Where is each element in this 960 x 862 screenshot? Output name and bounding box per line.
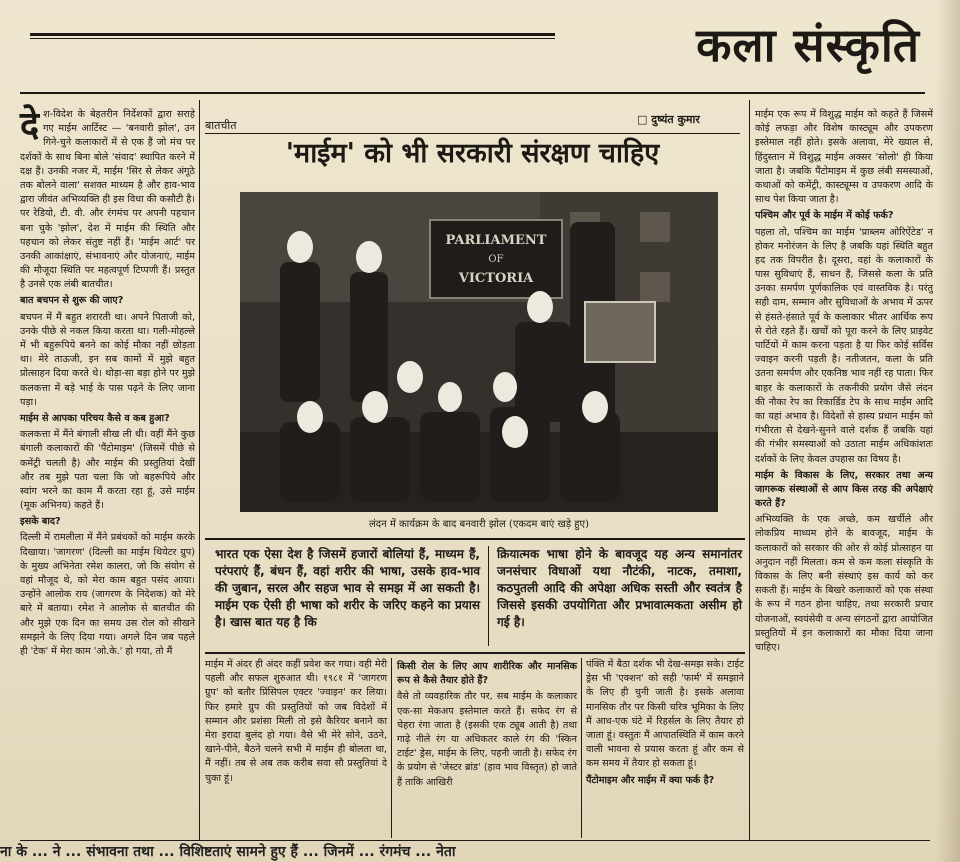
sign-line-1: PARLIAMENT: [445, 233, 547, 248]
top-rule: [30, 33, 555, 36]
section-title: कला संस्कृति: [696, 18, 920, 72]
column-divider-3: [581, 658, 582, 838]
column-3-question: किसी रोल के लिए आप शारीरिक और मानसिक रूप से कैसे तैयार होते हैं?: [397, 661, 577, 687]
headline: 'माईम' को भी सरकारी संरक्षण चाहिए: [285, 138, 660, 169]
column-5-answer-2: पहला तो, पश्चिम का माईम 'प्राब्लम ओरिऐंटेड' न होकर मनोरंजन के लिए है जबकि यहां स्थिति बहुत हद तक विपरीत है। दूसरा, वहां के कलाकारों के पास सुविधाएं हैं, साधन हैं, जिससे कला के प्रति उनका समर्पण पूर्णकालिक एवं वास्तविक है। परंतु सही दाम, सम्मान और सुविधाओं के अभाव में ऊपर से हंसते-हंसाते पूर्व के कलाकार भीतर आर्थिक रूप से रोते रहते हैं। खर्चों को पूरा करने के लिए प्राइवेट पार्टियों में काम करना पड़ता है या फिर कोई सर्विस ज्वाइन करनी पड़ती है। नतीजतन, कला के प्रति उतना समर्पण और एकनिष्ठ भाव नहीं रह पाता। फिर बाहर के कलाकारों के तकनीकी प्रयोग जैसे लंदन की नौका रेप का रिकार्डिड टेप के साथ माईम आदि का यहां अभाव है। विदेशों से हास्य प्रधान माईम को गंभीरता से देखने-सुनने वाले दर्शक हैं जबकि यहां की गंभीर समस्याओं को उठाता माईम अधिकांशतः दर्शकों के लिए केवल उपहास का विषय है।: [755, 226, 933, 465]
title-underline: [20, 92, 925, 94]
question-3: इसके बाद?: [20, 516, 61, 528]
article-photo: [240, 192, 718, 512]
column-divider-1: [199, 100, 200, 840]
question-1: बात बचपन से शुरू की जाए?: [20, 295, 124, 307]
photo-illustration: [240, 192, 718, 512]
column-5-answer-3: अभिव्यक्ति के एक अच्छे, कम खर्चीले और लोकप्रिय माध्यम होने के बावजूद, माईम के कलाकारों को सरकार की ओर से कोई प्रोत्साहन या अनुदान नहीं मिलता। कम से कम कला संस्कृति के विकास के लिए बनी संस्थाएं इस कार्य को कर सकती हैं। माईम के बिखरे कलाकारों को एक संस्था के रूप में गठन होना चाहिए, तथा सरकारी प्रचार योजनाओं, स्वयंसेवी व अन्य संगठनों द्वारा आयोजित प्रस्तुतियों में इन कलाकारों का मौका दिया जाना चाहिए।: [755, 514, 933, 653]
top-rule-thin: [30, 38, 555, 39]
bottom-rule: [20, 840, 930, 841]
column-5: [755, 108, 933, 657]
pullquote-right: क्रियात्मक भाषा होने के बावजूद यह अन्य समानांतर जनसंचार विधाओं यथा नौटंकी, नाटक, तमाशा, कठपुतली आदि की अपेक्षा अधिक सस्ती और स्वतंत्र है जिससे इसकी उपयोगिता और प्रभावात्मकता असीम हो गई है।: [497, 547, 742, 630]
pullquote-top-rule: [205, 538, 745, 540]
next-article-strip: ना के ... ने ... संभावना तथा ... विशिष्टताएं सामने हुए हैं ... जिनमें ... रंगमंच ... नेता: [0, 844, 456, 860]
column-5-question-2: माईम के विकास के लिए, सरकार तथा अन्य जागरूक संस्थाओं से आप किस तरह की अपेक्षाएं करते हैं?: [755, 469, 933, 510]
pullquote-left: भारत एक ऐसा देश है जिसमें हजारों बोलियां हैं, माध्यम हैं, परंपराएं हैं, बंधन हैं, वहां शरीर की भाषा, उसके हाव-भाव की जुबान, सरल और सहज भाव से समझ में आ सकती है। माईम एक ऐसी ही भाषा को शरीर के जरिए कहने का प्रयास है। खास बात यह है कि: [215, 547, 480, 630]
column-divider-2: [391, 658, 392, 838]
answer-2: कलकत्ता में मैंने बंगाली सीख ली थी। वहीं मैंने कुछ बंगाली कलाकारों की 'पैंटोमाइम' (जिसमें पीछे से कमेंट्री चलती है) और माईम की प्रस्तुतियां देखीं और तब मुझे पता चला कि जो बहरूपिये और स्वांग भरने का काम मैं करता रहा हूं, उसे माईम (मूक अभिनय) कहते हैं।: [20, 429, 195, 512]
sign-line-2: OF: [488, 254, 504, 265]
column-3-answer: वैसे तो व्यवहारिक तौर पर, सब माईम के कलाकार एक-सा मेकअप इस्तेमाल करते हैं। सफेद रंग से चेहरा रंगा जाता है (इसकी एक ट्यूब आती है) तथा गाढ़े नीले रंग या अधिकतर काले रंग की 'स्किन टाईट' ड्रेस, माईम के लिए, पहनी जाती है। सफेद रंग के प्रयोग से 'जेस्टर ब्रांड' (हाव भाव विस्तृत) हो जाते हैं ताकि आखिरी: [397, 691, 577, 788]
column-divider-4: [749, 100, 750, 840]
drop-cap: दे: [20, 104, 40, 146]
sign-line-3: VICTORIA: [458, 271, 534, 286]
photo-caption: लंदन में कार्यक्रम के बाद बनवारी झोल (एकदम बाएं खड़े हुए): [369, 519, 589, 530]
column-2-text: माईम में अंदर ही अंदर कहीं प्रवेश कर गया। वही मेरी पहली और सफल शुरुआत थी। १९८१ में 'जागरण ग्रुप' को बतौर प्रिंसिपल एक्टर 'ज्वाइन' कर लिया। फिर हमारे ग्रुप की प्रस्तुतियों को जब विदेशों में सम्मान और प्रशंसा मिली तो इसे कैरियर बनाने का मेरा इरादा बुलंद हो गया। वैसे भी मेरे सोने, उठने, खाने-पीने, बैठने चलने सभी में माईम ही बोलता था, मैं नहीं। तब से अब तक करीब सवा सौ प्रस्तुतियां दे चुका हूं।: [205, 659, 387, 784]
column-4-question: पैंटोमाइम और माईम में क्या फर्क है?: [586, 774, 715, 786]
column-5-question-1: पश्चिम और पूर्व के माईम में कोई फर्क?: [755, 210, 894, 222]
column-4-answer: पंक्ति में बैठा दर्शक भी देख-समझ सके। टाईट ड्रेस भी 'एक्शन' को सही 'फार्म' में समझाने के लिए ही चुनी जाती है। इसके अलावा मानसिक तौर पर किसी चरित्र भूमिका के लिए मैं आध-एक घंटे में रिहर्सल के लिए तैयार हो जाता हूं। वस्तुतः मैं आपातस्थिति में काम करने वाली भावना से प्रयास करता हूं और कम से कम समय में तैयार हो सकता हूं।: [586, 659, 744, 770]
pullquote-bottom-rule: [205, 652, 745, 654]
page-binding-shadow: [936, 0, 960, 862]
answer-1: बचपन में मैं बहुत शरारती था। अपने पिताजी को, उनके पीछे से नकल किया करता था। गली-मोहल्ले में भी बहुरूपिये बनने का कोई मौका नहीं छोड़ता था। मेरे ताऊजी, इन सब कामों में मुझे बहुत प्रोत्साहन दिया करते थे। थोड़ा-सा बड़ा होने पर मुझे कलकत्ता में बड़े भाई के पास पढ़ने के लिए जाना पड़ा।: [20, 311, 195, 408]
column-4: [586, 658, 744, 790]
column-5-answer-1: माईम एक रूप में विशुद्ध माईम को कहते हैं जिसमें कोई लफड़ा और विशेष कास्ट्यूम और उपकरण इस्तेमाल नहीं होते। इसके अलावा, मेरे ख्याल से, हिंदुस्तान में विशुद्ध माईम अक्सर 'सोलो' ही किया जाता है। जबकि पैंटोमाइम में कुछ लंबी समस्याओं, कथाओं को कमेंट्री, कास्ट्यूम्स व उपकरण आदि के साथ पेश किया जाता है।: [755, 109, 933, 206]
pullquote-divider: [488, 546, 489, 646]
headline-rule: [205, 133, 740, 134]
byline: □ दुष्यंत कुमार: [637, 113, 700, 126]
answer-3: दिल्ली में रामलीला में मैंने प्रबंधकों को माईम करके दिखाया। 'जागरण' (दिल्ली का माईम थियेटर ग्रुप) के मुख्य अभिनेता रमेश कालरा, जो कि संयोग से वहां मौजूद थे, को मेरा काम बहुत पसंद आया। उन्होंने आलोक राय (जागरण के निदेशक) को मेरे बारे में बताया। रमेश ने आलोक से बातचीत की और मुझे एक दिन का समय उस रोल को सीखने समझने के लिए दिया गया। अगले दिन जब पहले ही 'टेक' में मेरा काम 'ओ.के.' हो गया, तो मैं: [20, 532, 195, 657]
kicker: बातचीत: [205, 119, 237, 132]
column-1: [20, 104, 195, 661]
intro-paragraph: देश-विदेश के बेहतरीन निर्देशकों द्वारा सराहे गए माईम आर्टिस्ट — 'बनवारी झोल', उन गिने-चुने कलाकारों में से एक हैं जो मंच पर दर्शकों के साथ बिना बोले 'संवाद' स्थापित करने में दक्ष हैं। उनकी नजर में, माईम 'सिर से लेकर अंगूठे तक बोलने वाला' सशक्त माध्यम है और हाव-भाव द्वारा जीवंत अभिव्यक्ति ही इस विधा की कसौटी है। पर रेडियो, टी. वी. और रंगमंच पर अपनी पहचान बना चुके 'झोल', देश में माईम की स्थिति और पहचान को लेकर संतुष्ट नहीं हैं। 'माईम आर्ट' पर उनकी आकांक्षाएं, संभावनाएं और योजनाएं, माईम की मौजूदा स्थिति पर महत्वपूर्ण टिप्पणी हैं। प्रस्तुत है उनसे एक लंबी बातचीत।: [20, 104, 195, 291]
column-3: [397, 658, 577, 792]
column-2: [205, 658, 387, 788]
question-2: माईम से आपका परिचय कैसे व कब हुआ?: [20, 412, 170, 424]
